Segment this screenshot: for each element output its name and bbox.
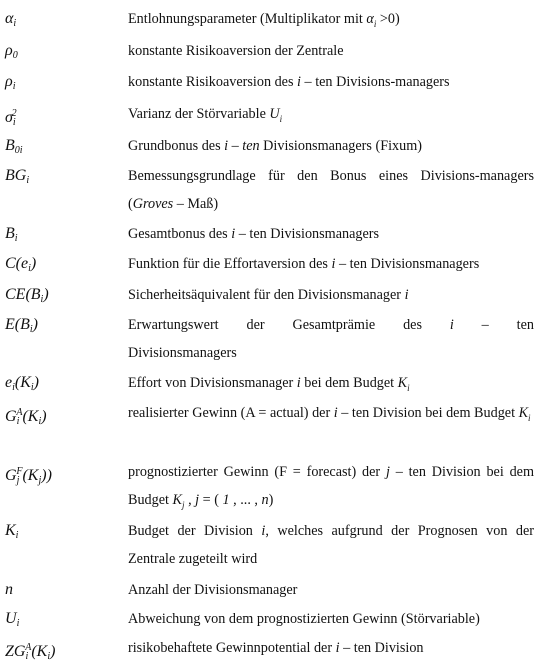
symbol: $\rho_0$ [5, 42, 18, 61]
definition: konstante Risikoaversion des i – ten Divisions-managers [128, 74, 450, 90]
symbol: $\sigma_i^2$ [5, 108, 17, 128]
definition: Funktion für die Effortaversion des i – ten Divisionsmanagers [128, 256, 480, 272]
definition: Abweichung von dem prognostizierten Gewinn (Störvariable) [128, 611, 480, 627]
definition: Budget der Division i, welches aufgrund der Prognosen von der Zentrale zugeteilt wird [128, 523, 534, 567]
symbol: $CE(B_i)$ [5, 286, 49, 305]
symbol: n [5, 581, 13, 598]
definition: konstante Risikoaversion der Zentrale [128, 43, 344, 59]
symbol: $BG_i$ [5, 167, 30, 186]
symbol: $\rho_i$ [5, 73, 16, 92]
definition: Erwartungswert der Gesamtprämie des i – ten Divisionsmanagers [128, 317, 534, 361]
definition: Sicherheitsäquivalent für den Divisionsmanager i [128, 287, 409, 303]
symbol: $ZG_i^A(K_i)$ [5, 642, 56, 662]
symbol: $B_i$ [5, 225, 18, 244]
definition: Grundbonus des i – ten Divisionsmanagers (Fixum) [128, 138, 422, 154]
symbol: $K_i$ [5, 522, 19, 541]
definition: Gesamtbonus des i – ten Divisionsmanagers [128, 226, 380, 242]
definition: Effort von Divisionsmanager i bei dem Budget $K_i$ [128, 375, 410, 393]
definition: prognostizierter Gewinn (F = forecast) der j – ten Division bei dem Budget $K_j$ , j = ( 1 , ... , n) [128, 464, 535, 510]
symbol: $G_j^F(K_j)$) [5, 466, 52, 486]
symbol: $e_i(K_i)$ [5, 374, 39, 393]
definition: realisierter Gewinn (A = actual) der i – ten Division bei dem Budget $K_i$ [128, 405, 531, 423]
symbol: $C(e_i)$ [5, 255, 37, 274]
symbol: $E(B_i)$ [5, 316, 38, 335]
definition: Varianz der Störvariable $U_i$ [128, 106, 283, 124]
definition: Anzahl der Divisionsmanager [128, 582, 298, 598]
definition: Bemessungsgrundlage für den Bonus eines Divisions-managers (Groves – Maß) [128, 168, 534, 212]
symbol: $U_i$ [5, 610, 20, 629]
definition: risikobehaftete Gewinnpotential der i – ten Division [128, 640, 424, 656]
symbol: $\alpha_i$ [5, 10, 17, 29]
symbol: $B_{0i}$ [5, 137, 23, 156]
symbol: $G_i^A(K_i)$ [5, 407, 47, 427]
definition: Entlohnungsparameter (Multiplikator mit $\alpha_i >0$) [128, 11, 400, 29]
